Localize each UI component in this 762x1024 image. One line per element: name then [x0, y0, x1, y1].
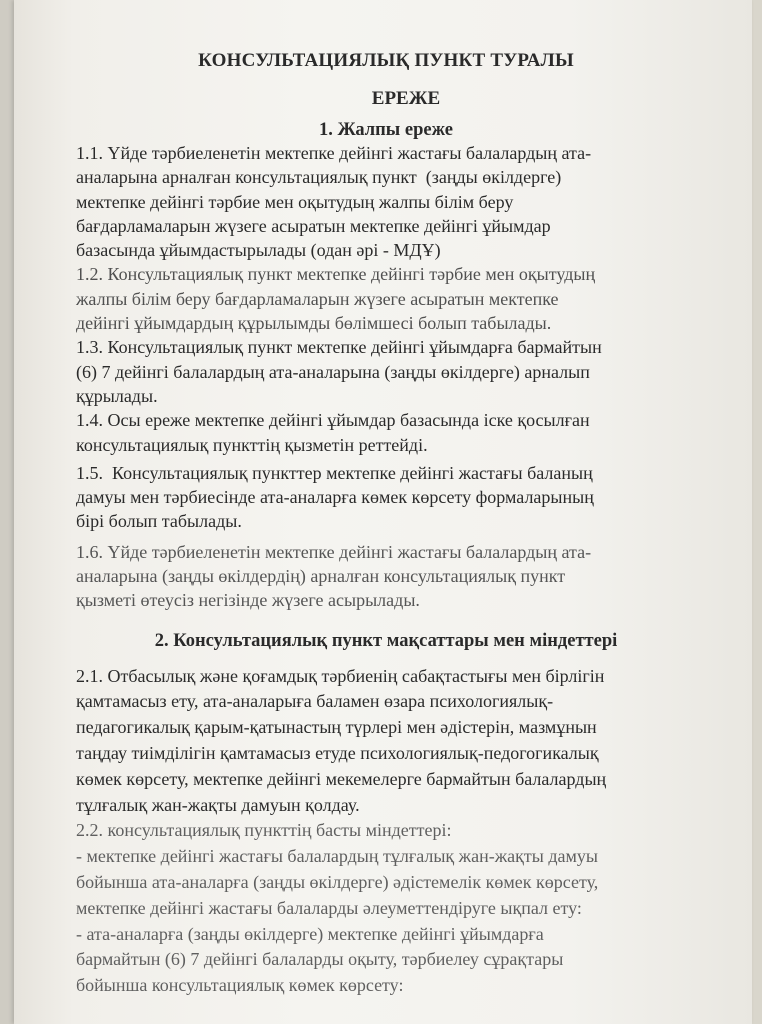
- paragraph-1-3: 1.3. Консультациялық пункт мектепке дейінгі ұйымдарға бармайтын (6) 7 дейінгі балалардың ата-аналарына (заңды өкілдерге) арналып құрылады.: [76, 337, 602, 406]
- document-title: КОНСУЛЬТАЦИЯЛЫҚ ПУНКТ ТУРАЛЫ: [198, 50, 574, 71]
- paragraph-1-4: 1.4. Осы ереже мектепке дейінгі ұйымдар базасында іске қосылған консультациялық пункттің қызметін реттейді.: [76, 410, 590, 455]
- paragraph-1-6: 1.6. Үйде тәрбиеленетін мектепке дейінгі жастағы балалардың ата- аналарына (заңды өкілдердің) арналған консультациялық пункт қызметі өтеусіз негізінде жүзеге асырылады.: [76, 541, 592, 611]
- paragraph-1-2: 1.2. Консультациялық пункт мектепке дейінгі тәрбие мен оқытудың жалпы білім беру бағдарламаларын жүзеге асыратын мектепке дейінгі ұйымдардың құрылымды бөлімшесі болып табылады.: [76, 264, 596, 334]
- paragraph-2-1: 2.1. Отбасылық және қоғамдық тәрбиенің сабақтастығы мен бірлігін қамтамасыз ету, ата-аналарыға баламен өзара психологиялық- педагогикалық қарым-қатынастың түрлері мен әдістерін, мазмұнын таңдау тиімділігін қамтамасыз етуде психологиялық-педогогикалық көмек көрсету, мектепке дейінгі мекемелерге бармайтын балалардың тұлғалық жан-жақты дамуын қолдау.: [76, 665, 607, 815]
- section-1-heading: 1. Жалпы ереже: [319, 120, 453, 140]
- paragraph-2-2: 2.2. консультациялық пункттің басты міндеттері: - мектепке дейінгі жастағы балалардың тұлғалық жан-жақты дамуы бойынша ата-аналарға (заңды өкілдерге) әдістемелік көмек көрсету, мектепке дейінгі жастағы балаларды әлеуметтендіруге ықпал ету: - ата-аналарға (заңды өкілдерге) мектепке дейінгі ұйымдарға бармайтын (6) 7 дейінгі балаларды оқыту, тәрбиелеу сұрақтары бойынша консультациялық көмек көрсету:: [76, 820, 599, 996]
- paper-sheet: [14, 0, 752, 1024]
- paragraph-1-1: 1.1. Үйде тәрбиеленетін мектепке дейінгі жастағы балалардың ата- аналарына арналған консультациялық пункт (заңды өкілдерге) мектепке дейінгі тәрбие мен оқытудың жалпы білім беру бағдарламаларын жүзеге асыратын мектепке дейінгі ұйымдар базасында ұйымдастырылады (одан әрі - МДҰ): [76, 143, 592, 261]
- document-subtitle: ЕРЕЖЕ: [371, 88, 441, 109]
- document-body: [76, 44, 696, 999]
- background-surface: [0, 0, 14, 1024]
- section-2-heading: 2. Консультациялық пункт мақсаттары мен міндеттері: [154, 630, 618, 651]
- paragraph-1-5: 1.5. Консультациялық пункттер мектепке дейінгі жастағы баланың дамуы мен тәрбиесінде ата-аналарға көмек көрсету формаларының бірі болып табылады.: [76, 462, 594, 532]
